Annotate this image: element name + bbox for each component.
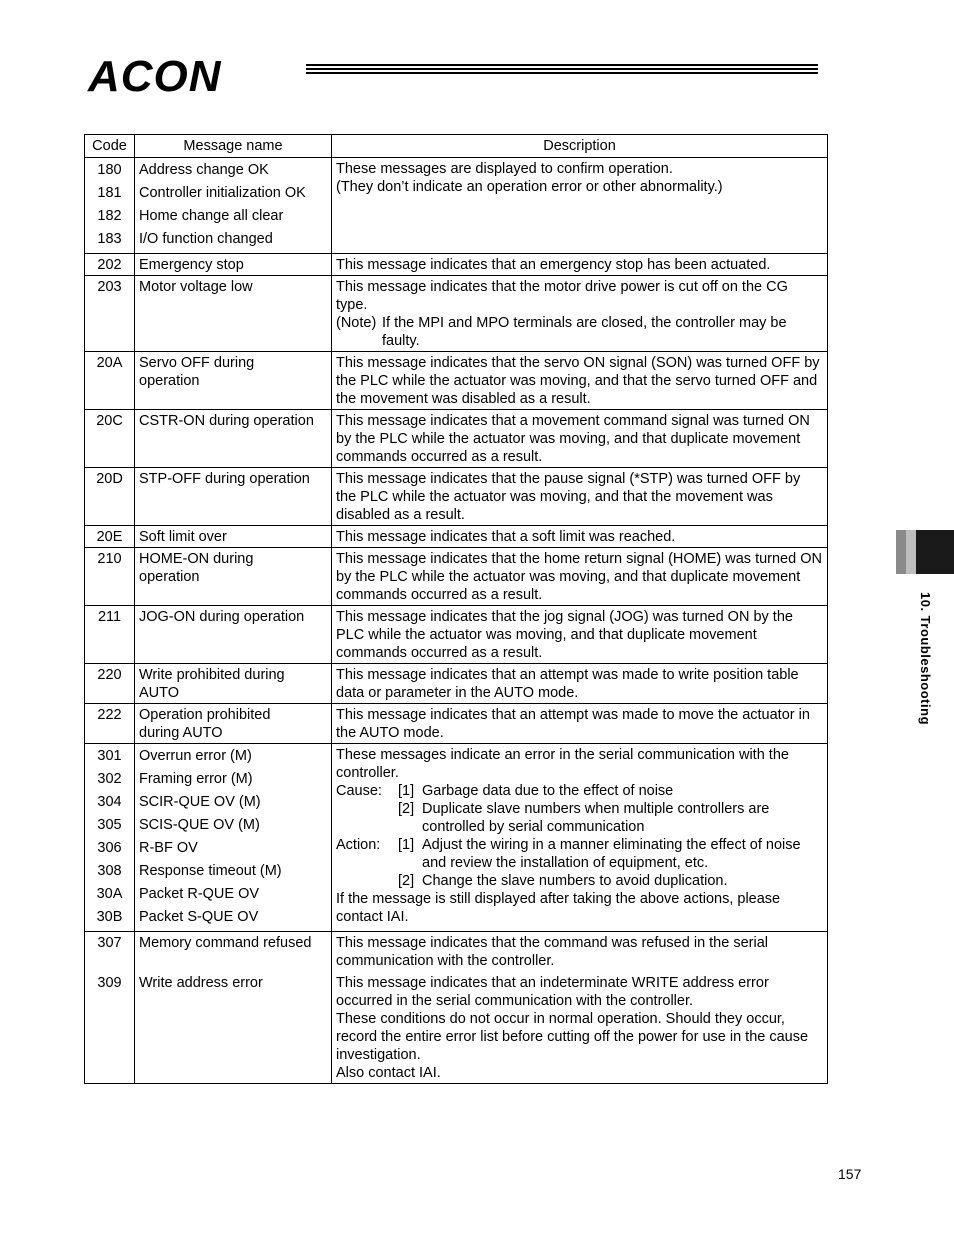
cause-item	[336, 782, 823, 800]
table-row	[85, 526, 828, 548]
message-name: Write prohibited during AUTO	[139, 667, 285, 701]
description-text: (They don’t indicate an operation error or other abnormality.)	[336, 179, 723, 195]
message-name: Response timeout (M)	[139, 863, 282, 879]
description-cell: This message indicates that the jog signal (JOG) was turned ON by the PLC while the actuator was moving, and that duplicate movement commands occurred as a result.	[332, 606, 828, 664]
message-name: Packet S-QUE OV	[139, 909, 259, 925]
description-cell: This message indicates that the home return signal (HOME) was turned ON by the PLC while the actuator was moving, and that duplicate movement commands occurred as a result.	[332, 548, 828, 606]
message-name: Home change all clear	[139, 208, 284, 224]
header-code: Code	[85, 135, 135, 158]
code-cell: 211	[85, 606, 135, 664]
code-cell: 203	[85, 276, 135, 352]
table-row	[85, 548, 828, 606]
code-cell	[85, 158, 135, 254]
message-name: Servo OFF during operation	[139, 355, 255, 389]
message-name: SCIS-QUE OV (M)	[139, 817, 260, 833]
message-name: Controller initialization OK	[139, 185, 306, 201]
code: 183	[97, 231, 122, 247]
code: 308	[97, 863, 122, 879]
action-label: Action:	[336, 837, 381, 853]
message-name: Write address error	[139, 975, 263, 991]
message-name: HOME-ON during operation	[139, 551, 254, 585]
logo-text: ACON	[88, 52, 222, 101]
description-cell	[332, 932, 828, 1084]
message-name: Framing error (M)	[139, 771, 253, 787]
code-cell	[85, 744, 135, 932]
code-cell: 220	[85, 664, 135, 704]
description-text: Also contact IAI.	[336, 1065, 441, 1081]
page-number: 157	[838, 1166, 862, 1182]
message-name-cell	[135, 548, 332, 606]
table-row	[85, 254, 828, 276]
note-block	[336, 314, 823, 350]
message-name: Address change OK	[139, 162, 269, 178]
note-text: If the MPI and MPO terminals are closed, the controller may be faulty.	[382, 315, 787, 349]
description-cell: This message indicates that a movement command signal was turned ON by the PLC while the actuator was moving, and that duplicate movement commands occurred as a result.	[332, 410, 828, 468]
message-name-cell	[135, 664, 332, 704]
action-item	[336, 836, 823, 872]
message-name-cell: CSTR-ON during operation	[135, 410, 332, 468]
item-number: [1]	[398, 783, 415, 799]
description-cell: This message indicates that an emergency stop has been actuated.	[332, 254, 828, 276]
table-row	[85, 744, 828, 932]
item-text: Adjust the wiring in a manner eliminating the effect of noise and review the installation of equipment, etc.	[422, 837, 801, 871]
code: 309	[97, 975, 122, 991]
code: 304	[97, 794, 122, 810]
description-text: This message indicates that the command was refused in the serial communication with the controller.	[336, 935, 768, 969]
message-name-cell: Soft limit over	[135, 526, 332, 548]
table-row	[85, 664, 828, 704]
description-cell	[332, 744, 828, 932]
description-text: This message indicates that an indeterminate WRITE address error occurred in the serial communication with the controller.	[336, 975, 769, 1009]
description-text: If the message is still displayed after taking the above actions, please contact IAI.	[336, 891, 781, 925]
message-name-cell: Emergency stop	[135, 254, 332, 276]
description-cell: This message indicates that an attempt was made to move the actuator in the AUTO mode.	[332, 704, 828, 744]
message-name: Overrun error (M)	[139, 748, 252, 764]
description-cell: This message indicates that the servo ON signal (SON) was turned OFF by the PLC while the actuator was moving, and that the servo turned OFF and the movement was disabled as a result.	[332, 352, 828, 410]
code: 30A	[96, 886, 123, 902]
message-name: I/O function changed	[139, 231, 273, 247]
item-number: [2]	[398, 873, 415, 889]
description-text: These conditions do not occur in normal operation. Should they occur, record the entire error list before cutting off the power for use in the cause investigation.	[336, 1011, 809, 1063]
code: 30B	[96, 909, 123, 925]
item-text: Duplicate slave numbers when multiple controllers are controlled by serial communication	[422, 801, 770, 835]
table-header-row	[85, 135, 828, 158]
item-text: Garbage data due to the effect of noise	[422, 783, 674, 799]
code-cell: 222	[85, 704, 135, 744]
item-number: [1]	[398, 837, 415, 853]
description-cell: This message indicates that a soft limit was reached.	[332, 526, 828, 548]
message-table	[84, 134, 828, 1084]
table-row	[85, 932, 828, 1084]
code: 307	[97, 935, 122, 951]
description-text: These messages indicate an error in the serial communication with the controller.	[336, 747, 789, 781]
note-label: (Note)	[336, 315, 377, 331]
chapter-tab	[896, 530, 954, 574]
code-cell: 210	[85, 548, 135, 606]
table-row	[85, 276, 828, 352]
chapter-label: 10. Troubleshooting	[918, 592, 933, 726]
code: 306	[97, 840, 122, 856]
item-number: [2]	[398, 801, 415, 817]
table-row	[85, 352, 828, 410]
description-text: These messages are displayed to confirm operation.	[336, 161, 673, 177]
message-name: Memory command refused	[139, 935, 312, 951]
table-row	[85, 410, 828, 468]
description-cell	[332, 276, 828, 352]
code: 302	[97, 771, 122, 787]
message-name: Operation prohibited during AUTO	[139, 707, 271, 741]
message-name-cell: JOG-ON during operation	[135, 606, 332, 664]
message-name-cell: Motor voltage low	[135, 276, 332, 352]
message-name: SCIR-QUE OV (M)	[139, 794, 261, 810]
message-name-cell	[135, 932, 332, 1084]
cause-item	[336, 800, 823, 836]
description-cell: This message indicates that an attempt was made to write position table data or parameter in the AUTO mode.	[332, 664, 828, 704]
cause-label: Cause:	[336, 783, 382, 799]
code-cell: 20E	[85, 526, 135, 548]
code: 181	[97, 185, 122, 201]
table-row	[85, 158, 828, 254]
description-cell: This message indicates that the pause signal (*STP) was turned OFF by the PLC while the actuator was moving, and that the movement was disabled as a result.	[332, 468, 828, 526]
code: 182	[97, 208, 122, 224]
message-name-cell	[135, 158, 332, 254]
code-cell	[85, 932, 135, 1084]
code-cell: 20A	[85, 352, 135, 410]
table-row	[85, 606, 828, 664]
message-name-cell: STP-OFF during operation	[135, 468, 332, 526]
description-cell	[332, 158, 828, 254]
action-item	[336, 872, 823, 890]
table-row	[85, 468, 828, 526]
code-cell: 202	[85, 254, 135, 276]
code-cell: 20D	[85, 468, 135, 526]
table-row	[85, 704, 828, 744]
acon-logo	[88, 52, 818, 102]
item-text: Change the slave numbers to avoid duplication.	[422, 873, 728, 889]
message-name-cell	[135, 744, 332, 932]
message-name-cell	[135, 352, 332, 410]
code: 305	[97, 817, 122, 833]
code: 301	[97, 748, 122, 764]
header-description: Description	[332, 135, 828, 158]
description-text: This message indicates that the motor drive power is cut off on the CG type.	[336, 279, 788, 313]
message-name: Packet R-QUE OV	[139, 886, 260, 902]
code: 180	[97, 162, 122, 178]
code-cell: 20C	[85, 410, 135, 468]
logo-rule-lines	[306, 64, 818, 76]
message-name-cell	[135, 704, 332, 744]
header-message-name: Message name	[135, 135, 332, 158]
message-name: R-BF OV	[139, 840, 198, 856]
